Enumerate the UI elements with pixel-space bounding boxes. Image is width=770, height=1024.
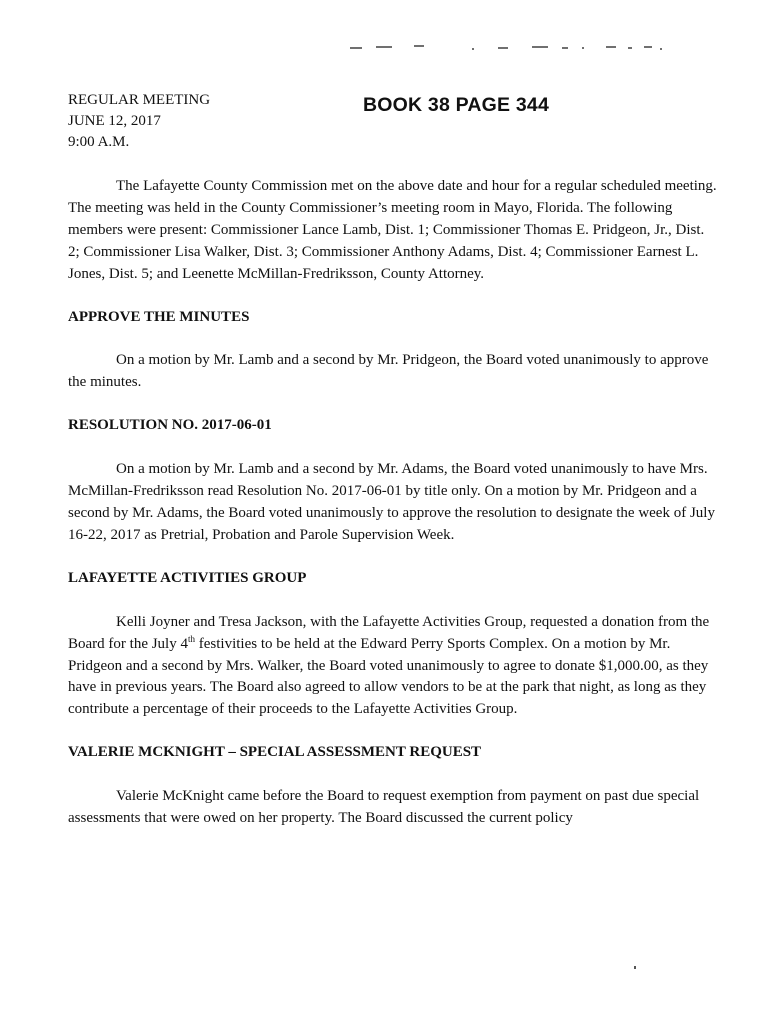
activities-paragraph: Kelli Joyner and Tresa Jackson, with the Lafayette Activities Group, requested a donation from the Board for the July 4th festivities to be held at the Edward Perry Sports Complex. On a motion by Mr. Pridgeon and a second by Mrs. Walker, the Board voted unanimously to agree to donate $1,000.00, as they have in previous years. The Board also agreed to allow vendors to be at the park that night, as long as they contribute a percentage of their proceeds to the Lafayette Activities Group. (68, 613, 710, 718)
section-heading-minutes: APPROVE THE MINUTES (68, 308, 250, 325)
intro-paragraph: The Lafayette County Commission met on the above date and hour for a regular scheduled meeting. The meeting was held in the County Commissioner’s meeting room in Mayo, Florida. The following members were present: Commissioner Lance Lamb, Dist. 1; Commissioner Thomas E. Pridgeon, Jr., Dist. 2; Commissioner Lisa Walker, Dist. 3; Commissioner Anthony Adams, Dist. 4; Commissioner Earnest L. Jones, Dist. 5; and Leenette McMillan-Fredriksson, County Attorney. (68, 178, 717, 282)
meeting-header (68, 90, 210, 153)
section-heading-resolution: RESOLUTION NO. 2017-06-01 (68, 417, 272, 434)
meeting-time: 9:00 A.M. (68, 134, 130, 150)
meeting-date: JUNE 12, 2017 (68, 113, 161, 129)
book-page-stamp: BOOK 38 PAGE 344 (363, 94, 549, 116)
scan-speck (634, 966, 636, 969)
mcknight-paragraph: Valerie McKnight came before the Board to request exemption from payment on past due special assessments that were owed on her property. The Board discussed the current policy (68, 788, 700, 827)
scan-artifact-marks (340, 38, 670, 54)
minutes-body (68, 176, 718, 830)
section-heading-activities: LAFAYETTE ACTIVITIES GROUP (68, 569, 307, 586)
resolution-paragraph: On a motion by Mr. Lamb and a second by Mr. Adams, the Board voted unanimously to have Mrs. McMillan-Fredriksson read Resolution No. 2017-06-01 by title only. On a motion by Mr. Pridgeon and a second by Mr. Adams, the Board voted unanimously to approve the resolution to designate the week of July 16-22, 2017 as Pretrial, Probation and Parole Supervision Week. (68, 461, 715, 543)
minutes-paragraph: On a motion by Mr. Lamb and a second by Mr. Pridgeon, the Board voted unanimously to approve the minutes. (68, 352, 709, 391)
meeting-type: REGULAR MEETING (68, 92, 211, 108)
section-heading-mcknight: VALERIE MCKNIGHT – SPECIAL ASSESSMENT REQUEST (68, 744, 482, 761)
